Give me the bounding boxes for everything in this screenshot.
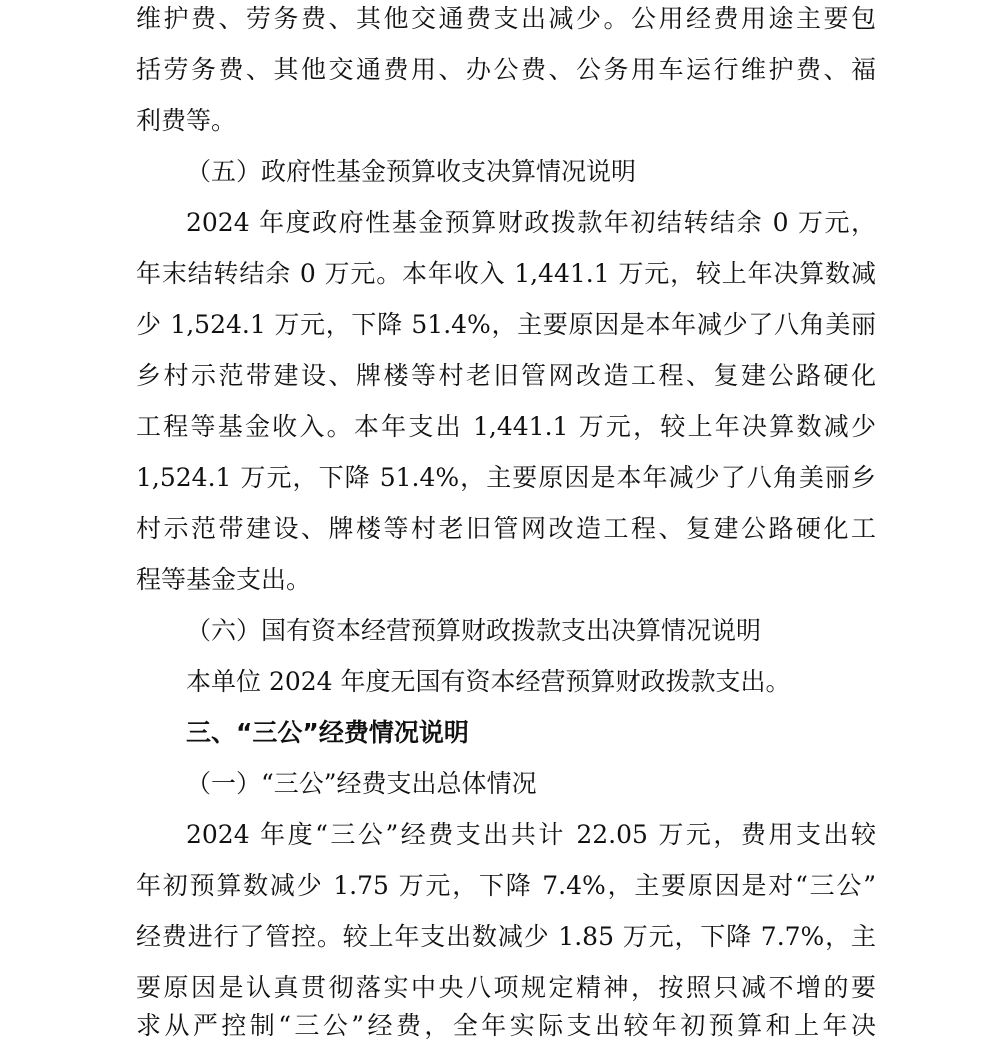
paragraph-line: 括劳务费、其他交通费用、办公费、公务用车运行维护费、福 [136, 55, 876, 84]
section-heading: （六）国有资本经营预算财政拨款支出决算情况说明 [186, 616, 762, 645]
paragraph-line: 年初预算数减少 1.75 万元，下降 7.4%，主要原因是对“三公” [136, 871, 876, 900]
section-heading: （一）“三公”经费支出总体情况 [186, 769, 537, 798]
paragraph-line: 工程等基金收入。本年支出 1,441.1 万元，较上年决算数减少 [136, 412, 876, 441]
paragraph-line: 1,524.1 万元，下降 51.4%，主要原因是本年减少了八角美丽乡 [136, 463, 876, 492]
section-heading: （五）政府性基金预算收支决算情况说明 [186, 157, 637, 186]
paragraph-line: 程等基金支出。 [136, 565, 312, 594]
paragraph-line: 乡村示范带建设、牌楼等村老旧管网改造工程、复建公路硬化 [136, 361, 876, 390]
paragraph-line: 求从严控制“三公”经费，全年实际支出较年初预算和上年决 [136, 1011, 876, 1040]
paragraph-line: 2024 年度“三公”经费支出共计 22.05 万元，费用支出较 [186, 820, 876, 849]
paragraph-line: 要原因是认真贯彻落实中央八项规定精神，按照只减不增的要 [136, 973, 876, 1002]
chapter-heading: 三、“三公”经费情况说明 [186, 718, 469, 747]
paragraph-line: 利费等。 [136, 106, 237, 135]
paragraph-line: 本单位 2024 年度无国有资本经营预算财政拨款支出。 [186, 667, 791, 696]
paragraph-line: 村示范带建设、牌楼等村老旧管网改造工程、复建公路硬化工 [136, 514, 876, 543]
paragraph-line: 少 1,524.1 万元，下降 51.4%，主要原因是本年减少了八角美丽 [136, 310, 876, 339]
paragraph-line: 年末结转结余 0 万元。本年收入 1,441.1 万元，较上年决算数减 [136, 259, 876, 288]
paragraph-line: 2024 年度政府性基金预算财政拨款年初结转结余 0 万元， [186, 208, 876, 237]
paragraph-line: 维护费、劳务费、其他交通费支出减少。公用经费用途主要包 [136, 4, 876, 33]
paragraph-line: 经费进行了管控。较上年支出数减少 1.85 万元，下降 7.7%，主 [136, 922, 876, 951]
